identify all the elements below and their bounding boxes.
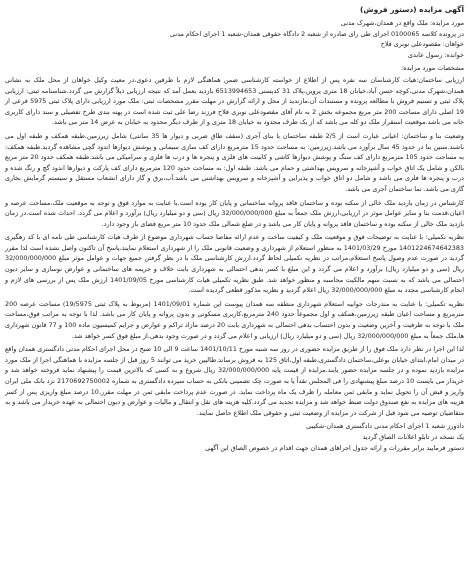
plaintiff: خواهان: مقصودعلی نوبری فلاح bbox=[380, 40, 464, 49]
footer-posting-note: یک نسخه در تابلو اعلانات الصاق گردید bbox=[362, 432, 464, 441]
paragraph-supplementary-opinion-1: نظریه تکمیلی: با عنایت به توضیحات فوق و موقعیت ملک و کیفیت ساخت و عدم ارائه مفاصا حساب شهرداری موضوع از طرف هیات کارشناسی طی نامه ای با کد رهگیری 1401224674642383 مورخ 1401/03/29 به منظور استعلام از شهرداری و وضعیت قانونی ملک را از شهرداری استعلام نمایند،پاسخ آن تاکنون واصل نشده است لذا مقرر گردید در صورت عدم وصول پاسخ استعلام،مراتب در نظریه تکمیلی لحاظ گردد.ارزش کارشناسی ملک با در نظر گرفتن جمیع جهات و عوامل موثر مبلغ 32/000/000/000 ریال (سی و دو میلیارد ریال) برآورد و اعلام می گردد و این مبلغ با کسر بدهی احتمالی به شهرداری بابت خلاف و جریمه های ساختمانی و عوارض نوسازی و سایر دیون احتمالی می باشد که به نسبت سهم مالکیت محاسبه و منظور خواهد شد. طبق نظریه تکمیلی هیات کارشناسی مورخ 1401/09/05 ارزش ملک پس از بررسی های لازم و انجام کارشناسی مجدد به مبلغ 32/000/000/000 ریال اعلام گردید و نظریه مذکور قطعی گردیده است. bbox=[5, 233, 464, 295]
item-spec-heading: مشخصات مورد مزایده: bbox=[401, 64, 464, 73]
paragraph-supplementary-opinion-2: نظریه تکمیلی: با عنایت به مندرجات جوابیه استعلام شهرداری منطقه سه همدان پیوست این شماره 1401/09/01 (مربوط به پلاک ثبتی 19/5975) مساحت عرصه 200 مترمربع و مساحت اعیان طبقه زیرزمین،همکف و اول مجموعاً حدود 240 مترمربع،کاربری مسکونی و بدون پروانه و پایان کار می باشد. لذا با توجه به مراتب فوق،مساحت ملک با توجه به ظرفیت و آخرین وضعیت و بدون احتساب بدهی احتمالی به شهرداری بابت 20 درصد مازاد تراکم و عوارض و جرایم کمیسیون ماده 100 و 77 قانون شهرداری ها،ملک جمعاً به مبلغ 32/000/000/000 ریال (سی و دو میلیارد ریال) ارزیابی و اعلام می گردد و در صورت وجود بدهی،از مبلغ فوق کسر خواهد شد. bbox=[5, 299, 465, 340]
paragraph-auction-terms: لذا این اجرا در نظر دارد ملک فوق را از طریق مزایده حضوری در روز سه شنبه مورخ 1401/10/11 ساعت 9 الی 10 صبح در محل اجرای احکام مدنی دادگستری همدان واقع در میدان امام،ابتدای خیابان بوعلی،ساختمان دادگستری،طبقه اول،اتاق 125 به فروش برساند.طالبین خرید می توانند 5 روز قبل از جلسه مزایده با هماهنگی اجرا از ملک مورد مزایده بازدید نموده و در جلسه مزایده حضور یابند.مزایده از قیمت پایه 32/000/000/000 ریال شروع و به کسی که بالاترین قیمت را پیشنهاد نماید فروخته خواهد شد و خریدار می بایست 10 درصد مبلغ پیشنهادی را فی المجلس نقداً یا به صورت چک تضمینی بانکی به حساب سپرده دادگستری به شماره 2170692750002 نزد بانک ملی ایران واریز و قبض آن را تحویل نماید و مابقی ثمن معامله را ظرف یک ماه پرداخت نماید. در صورت عدم پرداخت مابقی ثمن در مهلت مقرر،10 درصد مبلغ واریزی پس از کسر هزینه های مزایده به نفع صندوق دولت ضبط خواهد شد و مزایده تجدید می گردد.کلیه هزینه های نقل و انتقال و مالیات و عوارض و دیون احتمالی به عهده خریدار می باشد و به متقاضیان توصیه می شود قبل از شرکت در مزایده از وضعیت ثبتی و حقوقی ملک اطلاع حاصل نمایند. bbox=[5, 345, 465, 417]
paragraph-expert-opinion: کارشناس در زمان بازدید ملک خالی از سکنه بوده و ساختمان فاقد پروانه ساختمانی و پایان کار بوده است.با عنایت به موارد فوق و توجه به موقعیت ملک،مساحت عرصه و اعیان،قدمت بنا و سایر عوامل موثر در ارزیابی،ارزش ملک جمعاً به مبلغ 32/000/000/000 ریال (سی و دو میلیارد ریال) برآورد و اعلام می گردد. احداث شده است.در زمان بازدید ملک خالی از سکنه بوده و ساختمان فاقد پروانه و پایان کار می باشد و در ضلع شمالی ملک حدود 10 متر مربع فضای باز وجود دارد. bbox=[5, 198, 465, 228]
defendant: خوانده: رسول عابدی bbox=[407, 50, 464, 59]
paragraph-building-condition: وضعیت بنا و ساختمان: اعیانی عبارت است از 2/5 طبقه ساختمان با بنای آجری (سقف طاق ضربی و دیوار ها 35 سانتی) شامل زیرزمین،طبقه همکف و طبقه اول می باشند.سنین بنا در حدود 45 سال برآورد می باشد.زیرزمین: به مساحت حدود 15 مترمربع دارای کف سازی سیمانی و پوشش دیوارها اندود گچی مشاهده گردید.طبقه همکف: به مساحت حدود 105 مترمربع دارای کف سنگ و پوشش دیوارها کاشی و کابینت های فلزی و پنجره ها و درب ها فلزی و سرامیکی می باشد.طبقه همکف حدود 20 متر مربع بالکن و شامل یک اتاق خواب و آشپزخانه و سرویس بهداشتی و حمام می باشد. طبقه اول: به مساحت حدود 120 مترمربع دارای کف پارکت و دیوارها اندود گچ و رنگ شده و درب و پنجره ها فلزی می باشد و شامل دو اتاق خواب و پذیرایی و آشپزخانه و سرویس بهداشتی می باشد.آب،برق و گاز دارای انشعاب مستقل و سیستم گرمایش بخاری گازی می باشد. نما ساختمان آجری می باشد. bbox=[5, 131, 464, 193]
case-info: در پرونده کلاسه 0100065 اجرای طی رای صادره از شعبه 2 دادگاه حقوقی همدان-شعبه 1 اجرای احکام مدنی bbox=[170, 29, 464, 38]
footer-officer: دادورز شعبه 1 اجرای احکام مدنی دادگستری همدان-شکیبی bbox=[306, 422, 464, 431]
auction-subject: مورد مزایده: ملک واقع در همدان،شهرک مدنی bbox=[340, 19, 464, 27]
notice-title: آگهی مزایده (دستور فروش) bbox=[360, 5, 464, 14]
paragraph-appraisal: ارزیابی ساختمان:هیات کارشناسان سه نفره پس از اطلاع از خواسته کارشناسی ضمن هماهنگی لازم با طرفین دعوی،در معیت وکیل خواهان از محل ملک به نشانی همدان،شهرک مدنی،کوچه حسن آباد،خیابان 18 متری پروین،پلاک 31 کدپستی 6513994653 بازدید بعمل آمد که نتیجه ارزیابی ذیلاً گزارش می گردد.شناسنامه ثبتی: ارزیابی پلاک ثبتی و تسنیم فروش با مطالعه پرونده و مستندات آن،مازندید از محل و ارائه گزارش در مهلت مقرر مشخصات ثبتی: ملک مورد ارزیابی دارای پلاک ثبتی 5975 فرعی از 19 اصلی دارای مساحت 200 متر مربع مجموعه بخش 2 به نام آقای مقصودعلی نوبری فلاح فرزند رضا علی ثبت شده است در پهنه بندی طرح تفصیلی و سند دارای کاربری خانه می باشد.موقعیت استقرار ملک دو کله می باشد که از یک طرف محدود به خیابان 18 متری و از طرف دیگر محدود به خیابان به عرض 14 متر می باشد. bbox=[5, 75, 464, 127]
footer-instruction: دستور فرمایید برابر مقررات و ارائه جدول اجراهای همدان جهت اقدام در خصوص الصاق این آگهی bbox=[205, 443, 464, 452]
